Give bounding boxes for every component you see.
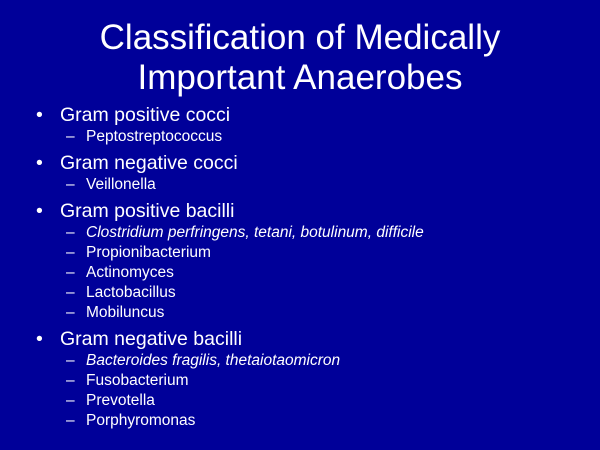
sub-item-text: Bacteroides fragilis, thetaiotaomicron <box>86 352 341 369</box>
bullet-label: Gram negative cocci <box>60 152 238 174</box>
sub-item <box>36 263 586 283</box>
sub-item-text: Clostridium perfringens, tetani, botulinum, difficile <box>86 224 424 241</box>
sub-item <box>36 411 586 431</box>
dash-icon: – <box>66 244 75 261</box>
title-line-2: Important Anaerobes <box>137 58 463 97</box>
sub-item <box>36 243 586 263</box>
bullet-label: Gram negative bacilli <box>60 328 243 350</box>
sub-item-text: Mobiluncus <box>86 304 165 321</box>
sub-item <box>36 303 586 323</box>
bullet-gram-negative-bacilli <box>36 328 586 351</box>
bullet-dot-icon: • <box>36 152 43 174</box>
bullet-label: Gram positive cocci <box>60 104 231 126</box>
slide-title <box>0 18 600 98</box>
title-line-1: Classification of Medically <box>99 18 501 57</box>
bullet-dot-icon: • <box>36 328 43 350</box>
sub-item-text: Prevotella <box>86 392 155 409</box>
sub-item-text: Porphyromonas <box>86 412 196 429</box>
dash-icon: – <box>66 412 75 429</box>
bullet-gram-positive-cocci <box>36 104 586 127</box>
sub-item <box>36 223 586 243</box>
sub-item <box>36 127 586 147</box>
sub-item-text: Fusobacterium <box>86 372 189 389</box>
sub-item <box>36 351 586 371</box>
sub-item <box>36 283 586 303</box>
sub-item <box>36 175 586 195</box>
bullet-dot-icon: • <box>36 104 43 126</box>
bullet-gram-negative-cocci <box>36 152 586 175</box>
dash-icon: – <box>66 224 75 241</box>
dash-icon: – <box>66 128 75 145</box>
dash-icon: – <box>66 284 75 301</box>
sub-item-text: Propionibacterium <box>86 244 211 261</box>
dash-icon: – <box>66 304 75 321</box>
bullet-gram-positive-bacilli <box>36 200 586 223</box>
sub-item-text: Lactobacillus <box>86 284 176 301</box>
dash-icon: – <box>66 264 75 281</box>
sub-item-text: Veillonella <box>86 176 156 193</box>
sub-item <box>36 391 586 411</box>
bullet-list <box>36 104 586 431</box>
sub-item-text: Actinomyces <box>86 264 174 281</box>
bullet-label: Gram positive bacilli <box>60 200 235 222</box>
dash-icon: – <box>66 176 75 193</box>
bullet-dot-icon: • <box>36 200 43 222</box>
sub-item <box>36 371 586 391</box>
dash-icon: – <box>66 352 75 369</box>
dash-icon: – <box>66 392 75 409</box>
sub-item-text: Peptostreptococcus <box>86 128 223 145</box>
dash-icon: – <box>66 372 75 389</box>
